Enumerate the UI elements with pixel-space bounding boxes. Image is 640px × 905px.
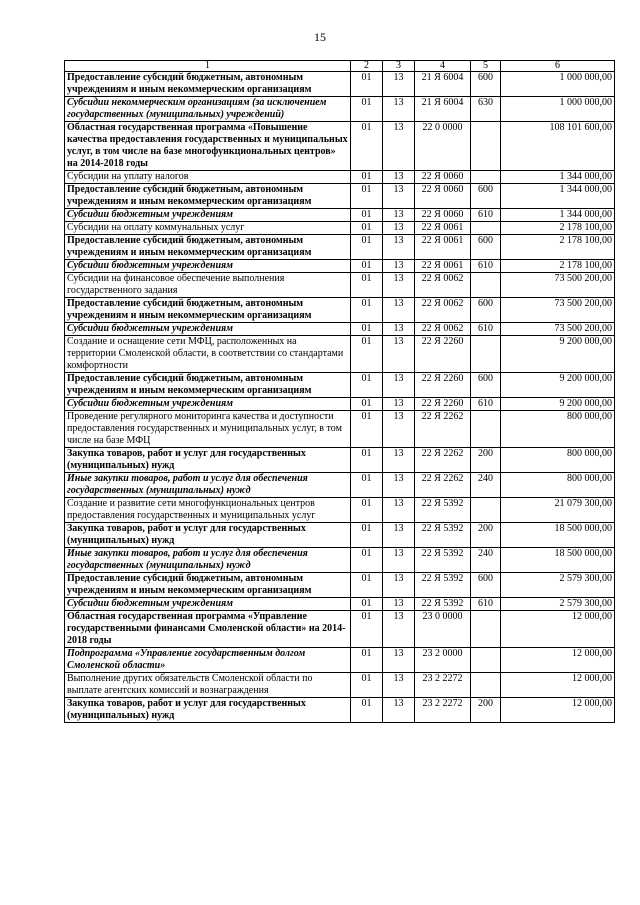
row-expense-type-cell	[471, 611, 501, 648]
table-row	[65, 398, 615, 411]
row-subsection-cell: 13	[383, 573, 415, 598]
table-row	[65, 72, 615, 97]
row-section-cell: 01	[351, 209, 383, 222]
row-target-code-cell: 23 0 0000	[415, 611, 471, 648]
row-target-code-cell: 22 Я 0062	[415, 273, 471, 298]
table-row	[65, 598, 615, 611]
row-subsection-cell: 13	[383, 298, 415, 323]
row-target-code-cell: 21 Я 6004	[415, 72, 471, 97]
row-name-cell: Субсидии на финансовое обеспечение выполнения государственного задания	[65, 273, 351, 298]
row-section-cell: 01	[351, 122, 383, 171]
row-expense-type-cell	[471, 273, 501, 298]
row-expense-type-cell: 610	[471, 398, 501, 411]
row-name-cell: Иные закупки товаров, работ и услуг для обеспечения государственных (муниципальных) нужд	[65, 473, 351, 498]
row-sum-cell: 9 200 000,00	[501, 373, 615, 398]
row-name-cell: Предоставление субсидий бюджетным, автономным учреждениям и иным некоммерческим организациям	[65, 573, 351, 598]
row-name-cell: Закупка товаров, работ и услуг для государственных (муниципальных) нужд	[65, 448, 351, 473]
row-sum-cell: 12 000,00	[501, 648, 615, 673]
table-row	[65, 523, 615, 548]
row-expense-type-cell	[471, 122, 501, 171]
row-target-code-cell: 22 Я 0062	[415, 323, 471, 336]
row-section-cell: 01	[351, 648, 383, 673]
row-target-code-cell: 22 Я 0060	[415, 184, 471, 209]
row-sum-cell: 2 178 100,00	[501, 222, 615, 235]
row-sum-cell: 1 344 000,00	[501, 209, 615, 222]
row-sum-cell: 9 200 000,00	[501, 398, 615, 411]
row-section-cell: 01	[351, 273, 383, 298]
row-section-cell: 01	[351, 323, 383, 336]
row-expense-type-cell	[471, 171, 501, 184]
table-row	[65, 273, 615, 298]
row-name-cell: Предоставление субсидий бюджетным, автономным учреждениям и иным некоммерческим организациям	[65, 373, 351, 398]
table-row	[65, 648, 615, 673]
row-sum-cell: 73 500 200,00	[501, 273, 615, 298]
row-subsection-cell: 13	[383, 373, 415, 398]
row-name-cell: Создание и оснащение сети МФЦ, расположенных на территории Смоленской области, в соответствии со стандартами комфортности	[65, 336, 351, 373]
row-sum-cell: 1 000 000,00	[501, 72, 615, 97]
row-section-cell: 01	[351, 184, 383, 209]
row-sum-cell: 1 344 000,00	[501, 171, 615, 184]
table-row	[65, 411, 615, 448]
row-sum-cell: 12 000,00	[501, 611, 615, 648]
row-section-cell: 01	[351, 260, 383, 273]
row-expense-type-cell: 600	[471, 373, 501, 398]
row-sum-cell: 18 500 000,00	[501, 523, 615, 548]
row-sum-cell: 12 000,00	[501, 673, 615, 698]
row-target-code-cell: 22 Я 0060	[415, 209, 471, 222]
row-sum-cell: 73 500 200,00	[501, 323, 615, 336]
row-target-code-cell: 22 Я 5392	[415, 598, 471, 611]
table-row	[65, 171, 615, 184]
table-row	[65, 573, 615, 598]
table-row	[65, 323, 615, 336]
row-section-cell: 01	[351, 336, 383, 373]
row-subsection-cell: 13	[383, 171, 415, 184]
row-target-code-cell: 22 Я 2260	[415, 336, 471, 373]
row-section-cell: 01	[351, 171, 383, 184]
row-subsection-cell: 13	[383, 209, 415, 222]
row-section-cell: 01	[351, 548, 383, 573]
table-row	[65, 260, 615, 273]
page-number: 15	[314, 30, 326, 44]
row-expense-type-cell	[471, 498, 501, 523]
row-sum-cell: 1 000 000,00	[501, 97, 615, 122]
row-section-cell: 01	[351, 673, 383, 698]
row-expense-type-cell: 240	[471, 473, 501, 498]
column-header-sum: 6	[501, 61, 615, 72]
row-subsection-cell: 13	[383, 698, 415, 723]
table-row	[65, 298, 615, 323]
row-target-code-cell: 22 Я 5392	[415, 523, 471, 548]
table-row	[65, 336, 615, 373]
table-row	[65, 235, 615, 260]
row-expense-type-cell: 610	[471, 323, 501, 336]
row-section-cell: 01	[351, 235, 383, 260]
row-section-cell: 01	[351, 373, 383, 398]
row-target-code-cell: 22 0 0000	[415, 122, 471, 171]
row-expense-type-cell: 600	[471, 72, 501, 97]
table-row	[65, 209, 615, 222]
table-row	[65, 373, 615, 398]
row-section-cell: 01	[351, 398, 383, 411]
table-row	[65, 184, 615, 209]
row-target-code-cell: 22 Я 5392	[415, 573, 471, 598]
column-header-target-code: 4	[415, 61, 471, 72]
row-subsection-cell: 13	[383, 122, 415, 171]
row-subsection-cell: 13	[383, 648, 415, 673]
row-subsection-cell: 13	[383, 498, 415, 523]
budget-table	[64, 60, 615, 723]
row-name-cell: Предоставление субсидий бюджетным, автономным учреждениям и иным некоммерческим организациям	[65, 184, 351, 209]
row-expense-type-cell: 200	[471, 523, 501, 548]
row-name-cell: Субсидии бюджетным учреждениям	[65, 209, 351, 222]
column-header-name: 1	[65, 61, 351, 72]
row-sum-cell: 108 101 600,00	[501, 122, 615, 171]
row-sum-cell: 12 000,00	[501, 698, 615, 723]
row-name-cell: Областная государственная программа «Управление государственными финансами Смоленской области» на 2014-2018 годы	[65, 611, 351, 648]
row-subsection-cell: 13	[383, 222, 415, 235]
row-expense-type-cell	[471, 222, 501, 235]
table-header-row	[65, 61, 615, 72]
row-section-cell: 01	[351, 298, 383, 323]
row-section-cell: 01	[351, 698, 383, 723]
row-name-cell: Иные закупки товаров, работ и услуг для обеспечения государственных (муниципальных) нужд	[65, 548, 351, 573]
row-subsection-cell: 13	[383, 184, 415, 209]
row-target-code-cell: 23 2 0000	[415, 648, 471, 673]
row-target-code-cell: 22 Я 0061	[415, 222, 471, 235]
row-section-cell: 01	[351, 222, 383, 235]
row-expense-type-cell	[471, 336, 501, 373]
row-name-cell: Субсидии на оплату коммунальных услуг	[65, 222, 351, 235]
table-row	[65, 97, 615, 122]
column-header-section: 2	[351, 61, 383, 72]
row-target-code-cell: 22 Я 5392	[415, 548, 471, 573]
row-target-code-cell: 22 Я 0061	[415, 235, 471, 260]
table-row	[65, 473, 615, 498]
row-section-cell: 01	[351, 498, 383, 523]
table-row	[65, 498, 615, 523]
row-sum-cell: 800 000,00	[501, 448, 615, 473]
row-subsection-cell: 13	[383, 260, 415, 273]
row-name-cell: Областная государственная программа «Повышение качества предоставления государственных и муниципальных услуг, в том числе на базе многофункциональных центров» на 2014-2018 годы	[65, 122, 351, 171]
table-row	[65, 448, 615, 473]
row-expense-type-cell	[471, 648, 501, 673]
row-expense-type-cell: 600	[471, 184, 501, 209]
row-expense-type-cell: 600	[471, 573, 501, 598]
column-header-subsection: 3	[383, 61, 415, 72]
row-subsection-cell: 13	[383, 235, 415, 260]
row-sum-cell: 2 178 100,00	[501, 260, 615, 273]
row-section-cell: 01	[351, 573, 383, 598]
row-expense-type-cell: 610	[471, 209, 501, 222]
row-subsection-cell: 13	[383, 323, 415, 336]
row-name-cell: Закупка товаров, работ и услуг для государственных (муниципальных) нужд	[65, 698, 351, 723]
row-name-cell: Субсидии бюджетным учреждениям	[65, 323, 351, 336]
row-target-code-cell: 22 Я 2260	[415, 398, 471, 411]
row-subsection-cell: 13	[383, 611, 415, 648]
row-sum-cell: 800 000,00	[501, 411, 615, 448]
table-row	[65, 611, 615, 648]
table-body	[65, 72, 615, 723]
row-target-code-cell: 22 Я 2262	[415, 473, 471, 498]
row-sum-cell: 800 000,00	[501, 473, 615, 498]
row-target-code-cell: 22 Я 2260	[415, 373, 471, 398]
table-row	[65, 698, 615, 723]
row-subsection-cell: 13	[383, 598, 415, 611]
row-name-cell: Выполнение других обязательств Смоленской области по выплате агентских комиссий и вознаграждения	[65, 673, 351, 698]
table-row	[65, 122, 615, 171]
row-subsection-cell: 13	[383, 336, 415, 373]
row-section-cell: 01	[351, 411, 383, 448]
row-subsection-cell: 13	[383, 673, 415, 698]
row-expense-type-cell: 610	[471, 260, 501, 273]
row-target-code-cell: 22 Я 0061	[415, 260, 471, 273]
row-subsection-cell: 13	[383, 523, 415, 548]
row-expense-type-cell: 600	[471, 298, 501, 323]
row-name-cell: Субсидии бюджетным учреждениям	[65, 260, 351, 273]
row-name-cell: Подпрограмма «Управление государственным долгом Смоленской области»	[65, 648, 351, 673]
row-sum-cell: 73 500 200,00	[501, 298, 615, 323]
row-expense-type-cell: 200	[471, 448, 501, 473]
row-target-code-cell: 21 Я 6004	[415, 97, 471, 122]
row-name-cell: Субсидии бюджетным учреждениям	[65, 598, 351, 611]
table-row	[65, 673, 615, 698]
row-name-cell: Предоставление субсидий бюджетным, автономным учреждениям и иным некоммерческим организациям	[65, 235, 351, 260]
row-expense-type-cell: 610	[471, 598, 501, 611]
row-sum-cell: 18 500 000,00	[501, 548, 615, 573]
row-subsection-cell: 13	[383, 273, 415, 298]
row-expense-type-cell	[471, 673, 501, 698]
row-target-code-cell: 23 2 2272	[415, 698, 471, 723]
row-expense-type-cell	[471, 411, 501, 448]
row-subsection-cell: 13	[383, 473, 415, 498]
row-name-cell: Предоставление субсидий бюджетным, автономным учреждениям и иным некоммерческим организациям	[65, 72, 351, 97]
row-name-cell: Субсидии на уплату налогов	[65, 171, 351, 184]
row-name-cell: Закупка товаров, работ и услуг для государственных (муниципальных) нужд	[65, 523, 351, 548]
row-expense-type-cell: 600	[471, 235, 501, 260]
row-sum-cell: 2 579 300,00	[501, 598, 615, 611]
row-section-cell: 01	[351, 611, 383, 648]
row-section-cell: 01	[351, 97, 383, 122]
row-target-code-cell: 22 Я 2262	[415, 411, 471, 448]
row-subsection-cell: 13	[383, 411, 415, 448]
row-name-cell: Субсидии некоммерческим организациям (за исключением государственных (муниципальных) учреждений)	[65, 97, 351, 122]
row-section-cell: 01	[351, 523, 383, 548]
row-name-cell: Субсидии бюджетным учреждениям	[65, 398, 351, 411]
row-name-cell: Создание и развитие сети многофункциональных центров предоставления государственных и муниципальных услуг	[65, 498, 351, 523]
row-expense-type-cell: 630	[471, 97, 501, 122]
row-section-cell: 01	[351, 72, 383, 97]
row-subsection-cell: 13	[383, 398, 415, 411]
row-sum-cell: 21 079 300,00	[501, 498, 615, 523]
row-section-cell: 01	[351, 473, 383, 498]
table-row	[65, 548, 615, 573]
row-section-cell: 01	[351, 448, 383, 473]
row-name-cell: Проведение регулярного мониторинга качества и доступности предоставления государственных и муниципальных услуг, в том числе на базе МФЦ	[65, 411, 351, 448]
table-row	[65, 222, 615, 235]
row-sum-cell: 1 344 000,00	[501, 184, 615, 209]
row-subsection-cell: 13	[383, 448, 415, 473]
row-target-code-cell: 22 Я 0060	[415, 171, 471, 184]
row-expense-type-cell: 240	[471, 548, 501, 573]
column-header-expense-type: 5	[471, 61, 501, 72]
row-sum-cell: 2 579 300,00	[501, 573, 615, 598]
row-expense-type-cell: 200	[471, 698, 501, 723]
row-section-cell: 01	[351, 598, 383, 611]
row-name-cell: Предоставление субсидий бюджетным, автономным учреждениям и иным некоммерческим организациям	[65, 298, 351, 323]
row-target-code-cell: 22 Я 5392	[415, 498, 471, 523]
row-sum-cell: 9 200 000,00	[501, 336, 615, 373]
row-target-code-cell: 22 Я 2262	[415, 448, 471, 473]
row-subsection-cell: 13	[383, 72, 415, 97]
row-sum-cell: 2 178 100,00	[501, 235, 615, 260]
row-subsection-cell: 13	[383, 97, 415, 122]
row-target-code-cell: 23 2 2272	[415, 673, 471, 698]
row-subsection-cell: 13	[383, 548, 415, 573]
row-target-code-cell: 22 Я 0062	[415, 298, 471, 323]
